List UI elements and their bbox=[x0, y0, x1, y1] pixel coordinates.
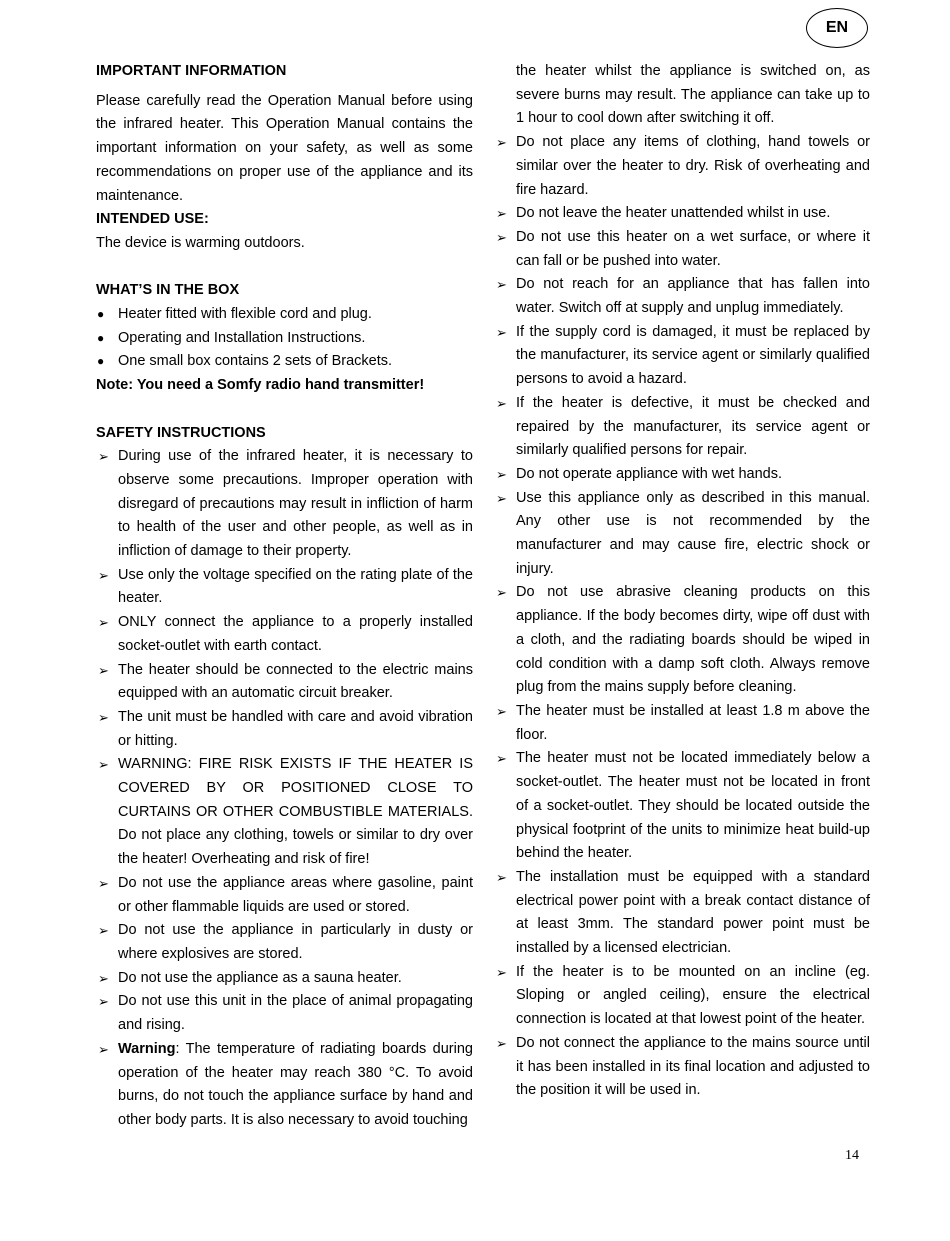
warning-label: Warning bbox=[118, 1040, 176, 1057]
arrow-bullet-icon: ➢ bbox=[496, 490, 507, 506]
list-item: ➢ WARNING: FIRE RISK EXISTS IF THE HEATER IS COVERED BY OR POSITIONED CLOSE TO CURTAINS OR OTHER COMBUSTIBLE MATERIALS. Do not place any clothing, towels or similar to dry over the heater! Overheating and risk of fire! bbox=[96, 753, 473, 872]
arrow-bullet-icon: ➢ bbox=[496, 751, 507, 767]
arrow-bullet-icon: ➢ bbox=[98, 567, 109, 583]
intended-use-text: The device is warming outdoors. bbox=[96, 234, 305, 251]
list-item: ➢ The heater must be installed at least 1.8 m above the floor. bbox=[494, 700, 870, 747]
arrow-bullet-icon: ➢ bbox=[98, 994, 109, 1010]
safety-heading: SAFETY INSTRUCTIONS bbox=[96, 424, 266, 441]
left-column bbox=[96, 60, 473, 1133]
arrow-bullet-icon: ➢ bbox=[98, 875, 109, 891]
list-item: ➢ Do not place any items of clothing, hand towels or similar over the heater to dry. Risk of overheating and fire hazard. bbox=[494, 131, 870, 202]
list-item: ➢ ONLY connect the appliance to a properly installed socket-outlet with earth contact. bbox=[96, 611, 473, 658]
list-item: ➢ Do not use the appliance as a sauna heater. bbox=[96, 967, 473, 991]
arrow-bullet-icon: ➢ bbox=[496, 466, 507, 482]
important-heading: IMPORTANT INFORMATION bbox=[96, 63, 287, 79]
list-item: ➢ During use of the infrared heater, it is necessary to observe some precautions. Improper operation with disregard of precautions may result in infliction of harm to health of the user and other people, as well as in infliction of damage to their property. bbox=[96, 445, 473, 564]
arrow-bullet-icon: ➢ bbox=[98, 970, 109, 986]
arrow-bullet-icon: ➢ bbox=[496, 324, 507, 340]
arrow-bullet-icon: ➢ bbox=[496, 135, 507, 151]
list-item: ➢ Do not use the appliance areas where gasoline, paint or other flammable liquids are used or stored. bbox=[96, 872, 473, 919]
list-item: ● Heater fitted with flexible cord and plug. bbox=[96, 303, 473, 327]
list-item: ➢ Do not use this unit in the place of animal propagating and rising. bbox=[96, 990, 473, 1037]
arrow-bullet-icon: ➢ bbox=[98, 709, 109, 725]
bullet-icon: ● bbox=[97, 330, 105, 345]
list-item: ➢ Use this appliance only as described in this manual. Any other use is not recommended by the manufacturer and may cause fire, electric shock or injury. bbox=[494, 487, 870, 582]
list-item: ➢ Do not leave the heater unattended whilst in use. bbox=[494, 202, 870, 226]
arrow-bullet-icon: ➢ bbox=[98, 662, 109, 678]
intended-use-heading: INTENDED USE: bbox=[96, 211, 209, 228]
note-text: Note: You need a Somfy radio hand transmitter! bbox=[96, 377, 425, 394]
warning-item bbox=[96, 1038, 473, 1133]
important-paragraph: Please carefully read the Operation Manual before using the infrared heater. This Operation Manual contains the important information on your safety, as well as some recommendations on proper use of the appliance and its maintenance. bbox=[96, 92, 473, 204]
arrow-bullet-icon: ➢ bbox=[496, 585, 507, 601]
list-item: ➢ Do not use this heater on a wet surface, or where it can fall or be pushed into water. bbox=[494, 226, 870, 273]
bullet-icon: ● bbox=[97, 354, 105, 369]
list-item: ➢ The installation must be equipped with a standard electrical power point with a break contact distance of at least 3mm. The standard power point must be installed by a licensed electrician. bbox=[494, 866, 870, 961]
list-item: ➢ Do not use abrasive cleaning products on this appliance. If the body becomes dirty, wipe off dust with a cloth, and the radiating boards should be wiped in cold condition with a damp soft cloth. Always remove plug from the mains supply before cleaning. bbox=[494, 581, 870, 700]
list-item: ➢ If the heater is to be mounted on an incline (eg. Sloping or angled ceiling), ensure the electrical connection is located at that lowest point of the heater. bbox=[494, 961, 870, 1032]
list-item: ➢ Do not use the appliance in particularly in dusty or where explosives are stored. bbox=[96, 919, 473, 966]
arrow-bullet-icon: ➢ bbox=[496, 206, 507, 222]
safety-list-continued bbox=[494, 131, 870, 1103]
page-number: 14 bbox=[845, 1148, 859, 1163]
arrow-bullet-icon: ➢ bbox=[496, 964, 507, 980]
arrow-bullet-icon: ➢ bbox=[98, 757, 109, 773]
warning-text: : The temperature of radiating boards during operation of the heater may reach 380 °C. To avoid burns, do not touch the appliance surface by hand and other body parts. It is also necessary to avoid touching bbox=[118, 1040, 473, 1128]
list-item: ➢ The heater should be connected to the electric mains equipped with an automatic circuit breaker. bbox=[96, 659, 473, 706]
box-contents-list bbox=[96, 303, 473, 374]
arrow-bullet-icon: ➢ bbox=[496, 1035, 507, 1051]
arrow-bullet-icon: ➢ bbox=[496, 703, 507, 719]
box-contents-heading: WHAT’S IN THE BOX bbox=[96, 282, 240, 299]
arrow-bullet-icon: ➢ bbox=[496, 277, 507, 293]
warning-continuation: the heater whilst the appliance is switched on, as severe burns may result. The appliance can take up to 1 hour to cool down after switching it off. bbox=[516, 63, 870, 127]
arrow-bullet-icon: ➢ bbox=[98, 449, 109, 465]
bullet-icon: ● bbox=[97, 307, 105, 322]
safety-list bbox=[96, 445, 473, 1132]
language-badge: EN bbox=[806, 8, 868, 48]
right-column bbox=[494, 60, 870, 1103]
arrow-bullet-icon: ➢ bbox=[496, 229, 507, 245]
list-item: ➢ The heater must not be located immediately below a socket-outlet. The heater must not be located in front of a socket-outlet. They should be located outside the physical footprint of the units to minimize heat build-up behind the heater. bbox=[494, 747, 870, 866]
arrow-bullet-icon: ➢ bbox=[496, 869, 507, 885]
arrow-bullet-icon: ➢ bbox=[98, 923, 109, 939]
arrow-bullet-icon: ➢ bbox=[496, 395, 507, 411]
list-item: ● Operating and Installation Instructions. bbox=[96, 327, 473, 351]
arrow-bullet-icon: ➢ bbox=[98, 615, 109, 631]
list-item: ➢ Do not connect the appliance to the mains source until it has been installed in its final location and adjusted to the position it will be used in. bbox=[494, 1032, 870, 1103]
list-item: ➢ The unit must be handled with care and avoid vibration or hitting. bbox=[96, 706, 473, 753]
list-item: ● One small box contains 2 sets of Brackets. bbox=[96, 350, 473, 374]
arrow-bullet-icon: ➢ bbox=[98, 1041, 109, 1057]
list-item: ➢ If the heater is defective, it must be checked and repaired by the manufacturer, its service agent or similarly qualified persons for repair. bbox=[494, 392, 870, 463]
list-item: ➢ If the supply cord is damaged, it must be replaced by the manufacturer, its service agent or similarly qualified persons to avoid a hazard. bbox=[494, 321, 870, 392]
list-item: ➢ Do not operate appliance with wet hands. bbox=[494, 463, 870, 487]
list-item: ➢ Do not reach for an appliance that has fallen into water. Switch off at supply and unplug immediately. bbox=[494, 273, 870, 320]
list-item: ➢ Use only the voltage specified on the rating plate of the heater. bbox=[96, 564, 473, 611]
